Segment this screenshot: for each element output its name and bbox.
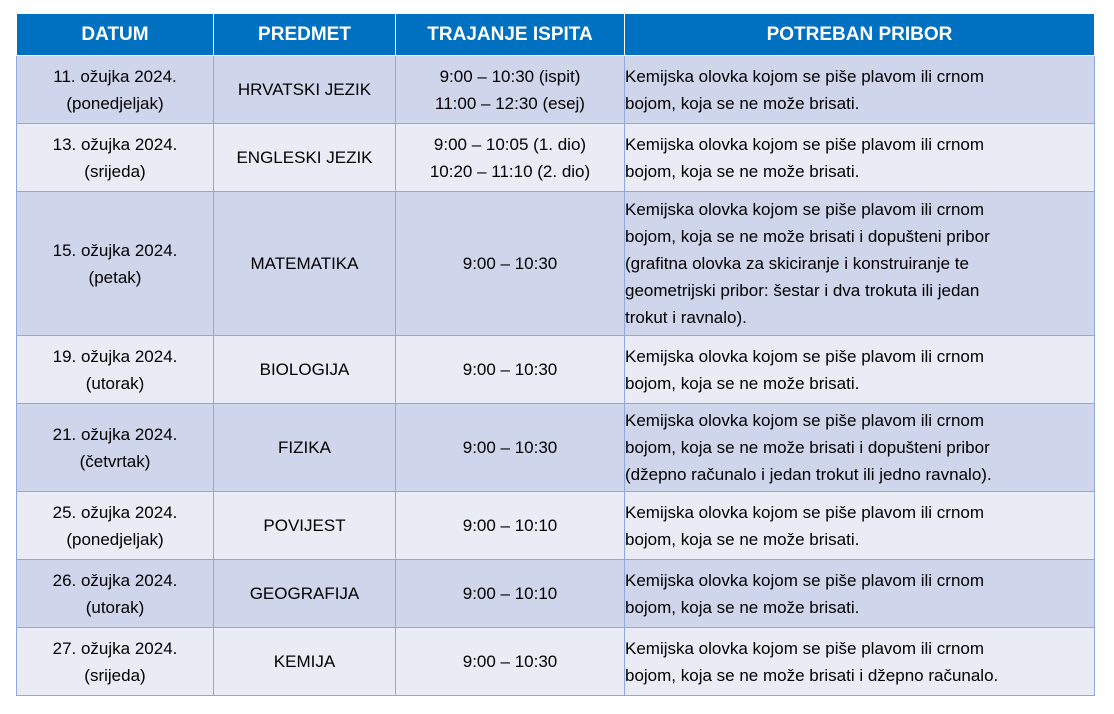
exam-duration-cell <box>396 628 625 696</box>
exam-time: 9:00 – 10:30 <box>462 254 558 273</box>
table-row <box>17 336 1095 404</box>
equipment-line: Kemijska olovka kojom se piše plavom ili crnom <box>625 200 985 219</box>
exam-equipment-cell <box>625 560 1095 628</box>
exam-day: (srijeda) <box>84 665 146 685</box>
exam-duration-cell <box>396 336 625 404</box>
equipment-line: Kemijska olovka kojom se piše plavom ili crnom <box>625 346 985 366</box>
exam-subject: GEOGRAFIJA <box>214 560 396 628</box>
exam-duration-cell <box>396 560 625 628</box>
equipment-line: Kemijska olovka kojom se piše plavom ili crnom <box>625 570 985 590</box>
table-row <box>17 628 1095 696</box>
exam-equipment-cell <box>625 492 1095 560</box>
exam-date-cell <box>17 628 214 696</box>
exam-day: (četvrtak) <box>79 451 151 471</box>
exam-date: 11. ožujka 2024. <box>53 66 177 86</box>
equipment-line: bojom, koja se ne može brisati. <box>625 161 860 181</box>
equipment-line: trokut i ravnalo). <box>625 308 747 327</box>
exam-equipment-cell <box>625 628 1095 696</box>
exam-date: 15. ožujka 2024. <box>52 240 178 260</box>
equipment-line: bojom, koja se ne može brisati. <box>625 597 860 617</box>
exam-schedule-table <box>16 13 1095 696</box>
exam-duration-cell <box>396 56 625 124</box>
exam-equipment-cell <box>625 192 1095 336</box>
exam-time: 9:00 – 10:10 <box>462 516 558 535</box>
exam-date-cell <box>17 492 214 560</box>
exam-time: 11:00 – 12:30 (esej) <box>435 93 585 113</box>
exam-day: (srijeda) <box>84 161 146 181</box>
equipment-line: Kemijska olovka kojom se piše plavom ili crnom <box>625 502 985 522</box>
exam-subject: POVIJEST <box>214 492 396 560</box>
exam-day: (utorak) <box>85 373 145 393</box>
table-row <box>17 56 1095 124</box>
exam-duration-cell <box>396 492 625 560</box>
exam-date: 26. ožujka 2024. <box>52 570 178 590</box>
exam-date-cell <box>17 404 214 492</box>
exam-duration-cell <box>396 404 625 492</box>
exam-time: 9:00 – 10:30 (ispit) <box>439 66 581 86</box>
exam-date-cell <box>17 192 214 336</box>
exam-time: 9:00 – 10:30 <box>462 438 558 457</box>
table-row <box>17 560 1095 628</box>
equipment-line: Kemijska olovka kojom se piše plavom ili crnom <box>625 134 985 154</box>
exam-duration-cell <box>396 124 625 192</box>
exam-date-cell <box>17 336 214 404</box>
equipment-line: geometrijski pribor: šestar i dva trokuta ili jedan <box>625 281 980 300</box>
exam-subject: BIOLOGIJA <box>214 336 396 404</box>
exam-day: (ponedjeljak) <box>66 93 164 113</box>
equipment-line: (džepno računalo i jedan trokut ili jedno ravnalo). <box>625 465 992 484</box>
equipment-line: Kemijska olovka kojom se piše plavom ili crnom <box>625 411 985 430</box>
header-date: DATUM <box>17 14 214 56</box>
exam-subject: MATEMATIKA <box>214 192 396 336</box>
exam-date-cell <box>17 56 214 124</box>
exam-equipment-cell <box>625 56 1095 124</box>
exam-day: (utorak) <box>85 597 145 617</box>
exam-subject: FIZIKA <box>214 404 396 492</box>
header-subject: PREDMET <box>214 14 396 56</box>
exam-time: 9:00 – 10:30 <box>462 652 558 671</box>
exam-equipment-cell <box>625 404 1095 492</box>
exam-date: 27. ožujka 2024. <box>52 638 178 658</box>
equipment-line: bojom, koja se ne može brisati i dopušteni pribor <box>625 227 990 246</box>
exam-subject: ENGLESKI JEZIK <box>214 124 396 192</box>
exam-date: 13. ožujka 2024. <box>52 134 178 154</box>
equipment-line: (grafitna olovka za skiciranje i konstruiranje te <box>625 254 969 273</box>
exam-equipment-cell <box>625 336 1095 404</box>
exam-date-cell <box>17 560 214 628</box>
table-row <box>17 492 1095 560</box>
exam-day: (petak) <box>88 267 142 287</box>
exam-duration-cell <box>396 192 625 336</box>
equipment-line: Kemijska olovka kojom se piše plavom ili crnom <box>625 66 985 86</box>
equipment-line: bojom, koja se ne može brisati. <box>625 373 860 393</box>
table-row <box>17 124 1095 192</box>
header-equipment: POTREBAN PRIBOR <box>625 14 1095 56</box>
equipment-line: bojom, koja se ne može brisati. <box>625 93 860 113</box>
exam-time: 9:00 – 10:05 (1. dio) <box>433 134 587 154</box>
exam-date: 25. ožujka 2024. <box>52 502 178 522</box>
exam-equipment-cell <box>625 124 1095 192</box>
exam-date: 21. ožujka 2024. <box>52 424 178 444</box>
exam-subject: HRVATSKI JEZIK <box>214 56 396 124</box>
header-duration: TRAJANJE ISPITA <box>396 14 625 56</box>
exam-day: (ponedjeljak) <box>66 529 164 549</box>
equipment-line: bojom, koja se ne može brisati. <box>625 529 860 549</box>
equipment-line: Kemijska olovka kojom se piše plavom ili crnom <box>625 638 985 658</box>
equipment-line: bojom, koja se ne može brisati i džepno računalo. <box>625 665 999 685</box>
exam-time: 9:00 – 10:10 <box>462 584 558 603</box>
exam-time: 10:20 – 11:10 (2. dio) <box>429 161 591 181</box>
exam-time: 9:00 – 10:30 <box>462 360 558 379</box>
exam-date-cell <box>17 124 214 192</box>
table-row <box>17 192 1095 336</box>
exam-date: 19. ožujka 2024. <box>52 346 178 366</box>
table-row <box>17 404 1095 492</box>
exam-subject: KEMIJA <box>214 628 396 696</box>
equipment-line: bojom, koja se ne može brisati i dopušteni pribor <box>625 438 990 457</box>
table-header-row <box>17 14 1095 56</box>
